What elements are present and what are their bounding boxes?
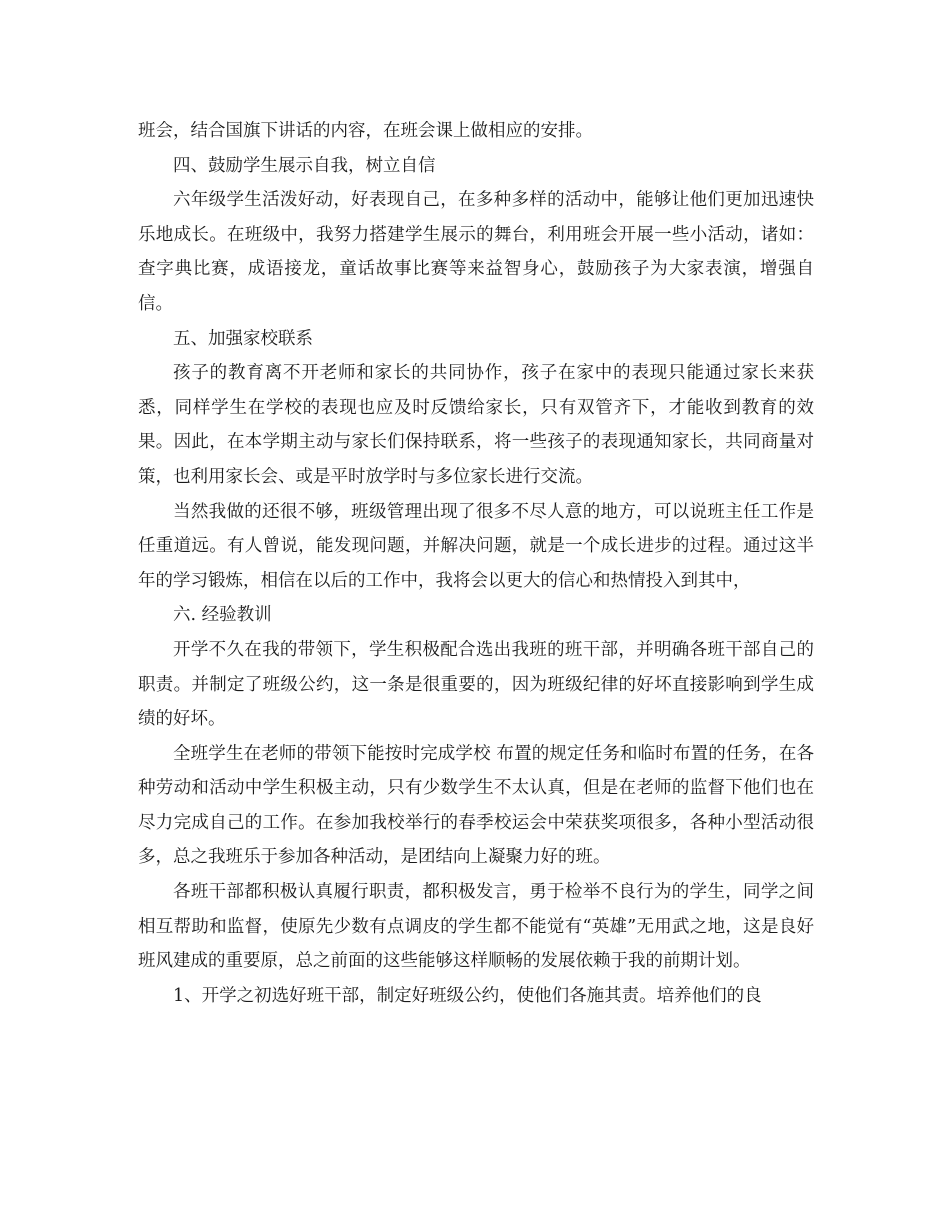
paragraph-list-item-1: 1、开学之初选好班干部，制定好班级公约，使他们各施其责。培养他们的良 xyxy=(173,985,762,1006)
section-heading-4: 四、鼓励学生展示自我，树立自信 xyxy=(173,155,436,176)
paragraph-cadre-duties: 各班干部都积极认真履行职责，都积极发言，勇于检举不良行为的学生，同学之间相互帮助和监督，使原先少数有点调皮的学生都不能觉有“英雄”无用武之地，这是良好班风建成的重要原，总之前面的这些能够这样顺畅的发展依赖于我的前期计划。 xyxy=(138,882,814,972)
paragraph-home-school: 孩子的教育离不开老师和家长的共同协作，孩子在家中的表现只能通过家长来获悉，同样学生在学校的表现也应及时反馈给家长，只有双管齐下，才能收到教育的效果。因此，在本学期主动与家长们保持联系，将一些孩子的表现通知家长，共同商量对策，也利用家长会、或是平时放学时与多位家长进行交流。 xyxy=(138,363,814,487)
document-body xyxy=(138,114,814,1013)
paragraph-intro-continuation: 班会，结合国旗下讲话的内容，在班会课上做相应的安排。 xyxy=(138,121,593,141)
paragraph-self-display: 六年级学生活泼好动，好表现自己，在多种多样的活动中，能够让他们更加迅速快乐地成长。在班级中，我努力搭建学生展示的舞台，利用班会开展一些小活动，诸如：查字典比赛，成语接龙，童话故事比赛等来益智身心，鼓励孩子为大家表演，增强自信。 xyxy=(138,190,814,314)
paragraph-reflection: 当然我做的还很不够，班级管理出现了很多不尽人意的地方，可以说班主任工作是任重道远。有人曾说，能发现问题，并解决问题，就是一个成长进步的过程。通过这半年的学习锻炼，相信在以后的工作中，我将会以更大的信心和热情投入到其中， xyxy=(138,501,814,591)
paragraph-class-tasks: 全班学生在老师的带领下能按时完成学校 布置的规定任务和临时布置的任务，在各种劳动和活动中学生积极主动，只有少数学生不太认真，但是在老师的监督下他们也在尽力完成自己的工作。在参加我校举行的春季校运会中荣获奖项很多，各种小型活动很多，总之我班乐于参加各种活动，是团结向上凝聚力好的班。 xyxy=(138,743,814,868)
paragraph-class-cadre: 开学不久在我的带领下，学生积极配合选出我班的班干部，并明确各班干部自己的职责。并制定了班级公约，这一条是很重要的，因为班级纪律的好坏直接影响到学生成绩的好坏。 xyxy=(138,639,814,730)
section-heading-6: 六. 经验教训 xyxy=(173,605,272,626)
section-heading-5: 五、加强家校联系 xyxy=(173,328,313,349)
